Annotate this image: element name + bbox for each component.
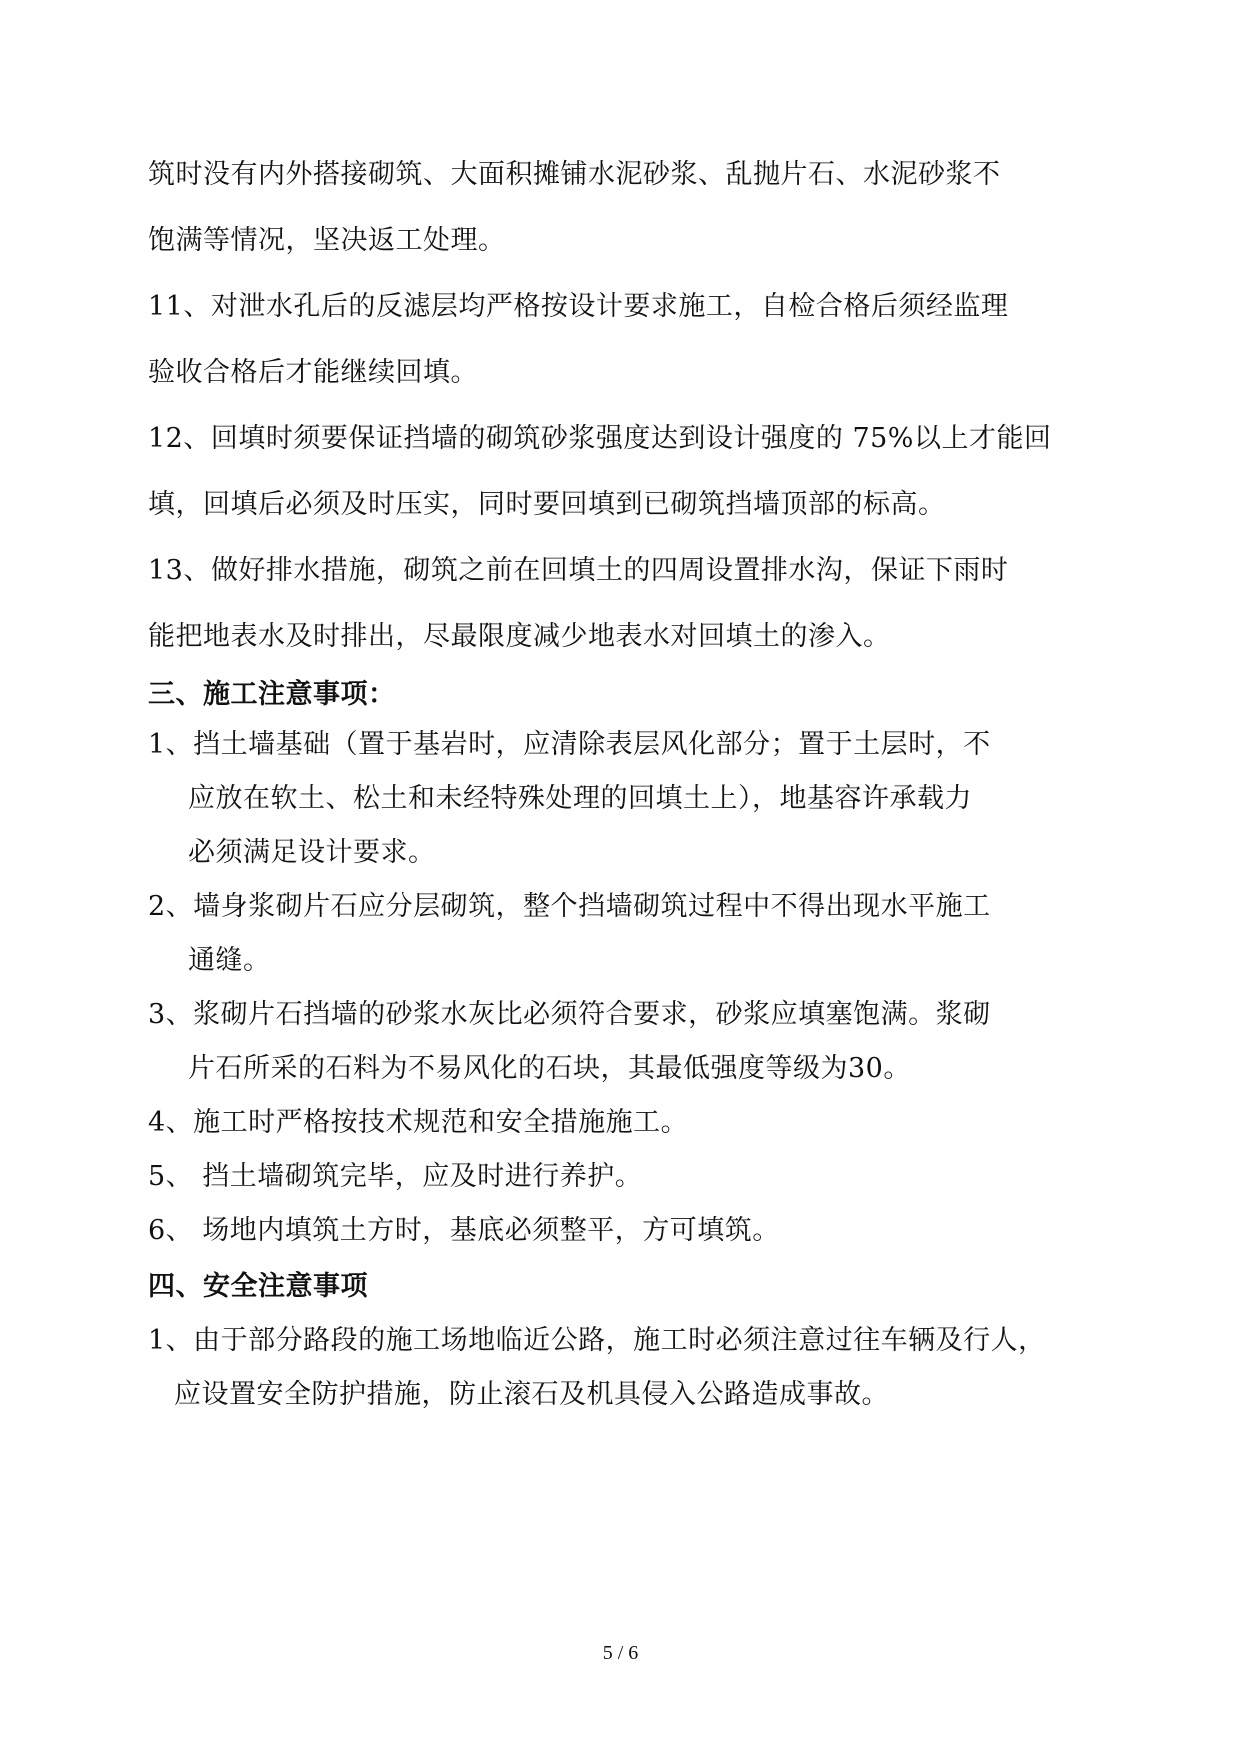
paragraph-11-line-1: 11、对泄水孔后的反滤层均严格按设计要求施工，自检合格后须经监理	[148, 291, 1009, 322]
section-4-heading: 四、安全注意事项	[148, 1271, 368, 1302]
paragraph-12-line-2: 填，回填后必须及时压实，同时要回填到已砌筑挡墙顶部的标高。	[148, 489, 946, 520]
section-3-item-4: 4、施工时严格按技术规范和安全措施施工。	[148, 1107, 689, 1138]
paragraph-10-line-1: 筑时没有内外搭接砌筑、大面积摊铺水泥砂浆、乱抛片石、水泥砂浆不	[148, 159, 1001, 190]
paragraph-11-line-2: 验收合格后才能继续回填。	[148, 357, 478, 388]
section-3-item-2-line-2: 通缝。	[188, 945, 271, 976]
section-3-item-6: 6、 场地内填筑土方时，基底必须整平，方可填筑。	[148, 1215, 780, 1246]
section-3-item-5: 5、 挡土墙砌筑完毕，应及时进行养护。	[148, 1161, 643, 1192]
section-3-item-2-line-1: 2、墙身浆砌片石应分层砌筑，整个挡墙砌筑过程中不得出现水平施工	[148, 891, 991, 922]
paragraph-10-line-2: 饱满等情况，坚决返工处理。	[148, 225, 506, 256]
section-3-item-1-line-3: 必须满足设计要求。	[188, 837, 436, 868]
paragraph-13-line-1: 13、做好排水措施，砌筑之前在回填土的四周设置排水沟，保证下雨时	[148, 555, 1009, 586]
section-3-item-3-line-1: 3、浆砌片石挡墙的砂浆水灰比必须符合要求，砂浆应填塞饱满。浆砌	[148, 999, 991, 1030]
paragraph-12-line-1: 12、回填时须要保证挡墙的砌筑砂浆强度达到设计强度的 75%以上才能回	[148, 423, 1052, 454]
page-number: 5 / 6	[602, 1642, 639, 1664]
section-3-item-3-line-2: 片石所采的石料为不易风化的石块，其最低强度等级为30。	[188, 1053, 911, 1084]
section-3-heading: 三、施工注意事项：	[148, 679, 396, 710]
section-4-item-1-line-1: 1、由于部分路段的施工场地临近公路，施工时必须注意过往车辆及行人，	[148, 1325, 1046, 1356]
section-3-item-1-line-1: 1、挡土墙基础（置于基岩时，应清除表层风化部分；置于土层时，不	[148, 729, 991, 760]
section-3-item-1-line-2: 应放在软土、松土和未经特殊处理的回填土上），地基容许承载力	[188, 783, 972, 814]
section-4-item-1-line-2: 应设置安全防护措施，防止滚石及机具侵入公路造成事故。	[174, 1379, 889, 1410]
paragraph-13-line-2: 能把地表水及时排出，尽最限度减少地表水对回填土的渗入。	[148, 621, 891, 652]
